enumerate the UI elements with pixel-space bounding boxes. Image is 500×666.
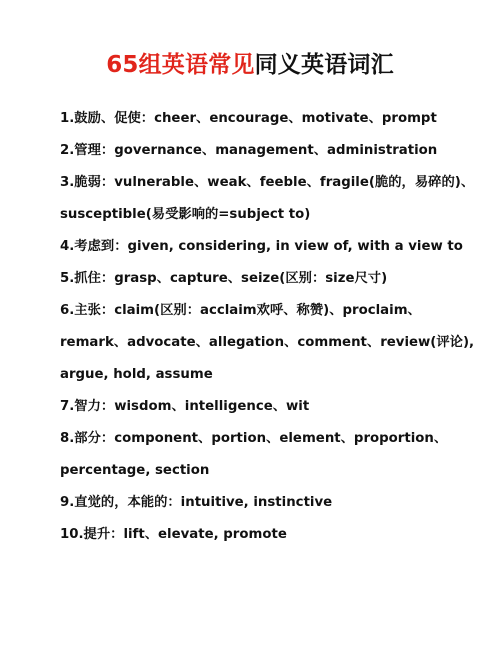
vocab-entry-6 <box>60 295 475 391</box>
vocab-entry-line: 6.主张：claim(区别：acclaim欢呼、称赞)、proclaim、 <box>60 303 421 318</box>
vocab-entry-line: 4.考虑到：given, considering, in view of, with a view to <box>60 239 463 254</box>
vocab-entry-line: remark、advocate、allegation、comment、review(评论), <box>60 335 475 350</box>
vocab-entry-line: 9.直觉的，本能的：intuitive, instinctive <box>60 495 333 510</box>
vocab-entry-line: argue, hold, assume <box>60 367 213 382</box>
vocab-entry-9 <box>60 487 460 519</box>
vocab-entry-line: 7.智力：wisdom、intelligence、wit <box>60 399 310 414</box>
vocab-entry-4 <box>60 231 463 263</box>
vocab-entry-8 <box>60 423 460 487</box>
vocab-entry-line: 3.脆弱：vulnerable、weak、feeble、fragile(脆的，易碎的)、 <box>60 175 475 190</box>
vocab-entry-line: 1.鼓励、促使：cheer、encourage、motivate、prompt <box>60 111 437 126</box>
vocab-entry-7 <box>60 391 460 423</box>
vocab-entry-line: 10.提升：lift、elevate, promote <box>60 527 287 542</box>
page-title <box>0 50 500 80</box>
vocab-entry-line: susceptible(易受影响的=subject to) <box>60 207 311 222</box>
title-rest: 同义英语词汇 <box>254 52 394 78</box>
title-highlight: 65组英语常见 <box>106 52 255 78</box>
vocab-entry-line: percentage, section <box>60 463 210 478</box>
vocab-entry-3 <box>60 167 475 231</box>
vocab-entry-1 <box>60 103 460 135</box>
vocab-entry-5 <box>60 263 460 295</box>
vocab-entry-10 <box>60 519 460 551</box>
vocab-entry-2 <box>60 135 460 167</box>
vocab-entry-line: 8.部分：component、portion、element、proportion、 <box>60 431 448 446</box>
vocab-entry-line: 2.管理：governance、management、administration <box>60 143 438 158</box>
vocabulary-list <box>60 103 475 551</box>
vocab-entry-line: 5.抓住：grasp、capture、seize(区别：size尺寸) <box>60 271 388 286</box>
